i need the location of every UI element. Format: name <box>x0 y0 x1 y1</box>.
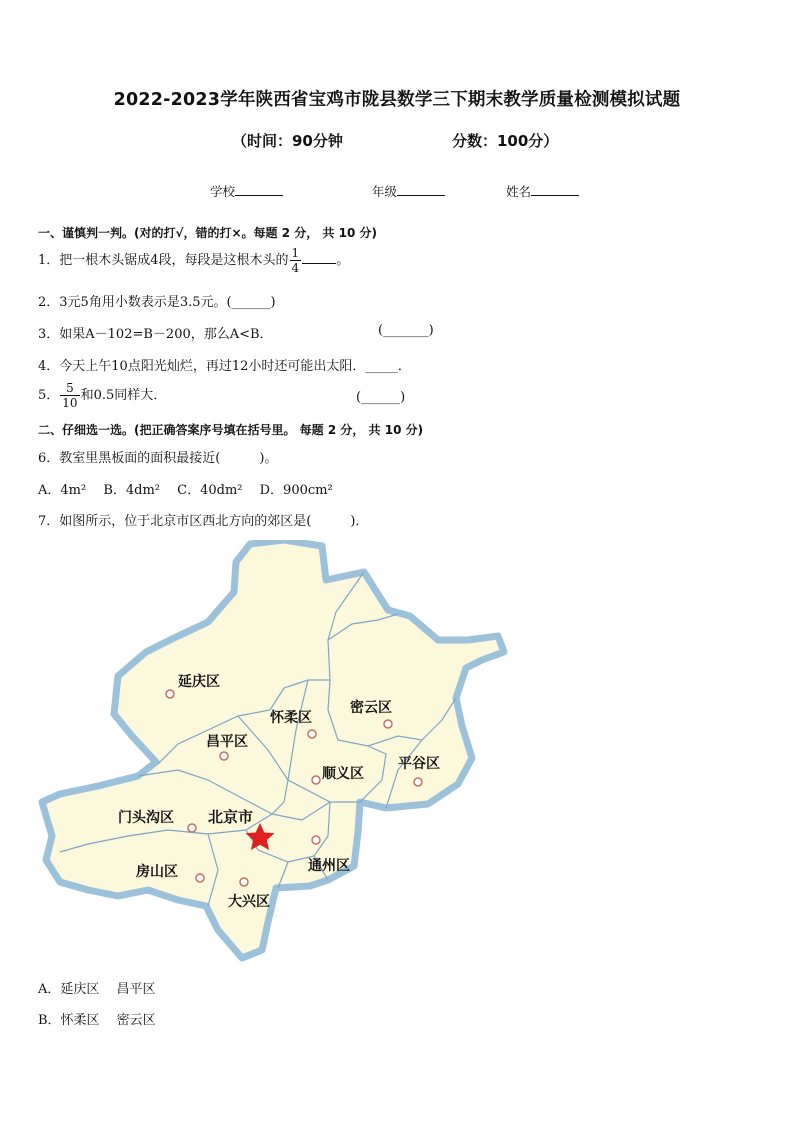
label-beijing: 北京市 <box>208 808 254 826</box>
label-daxing: 大兴区 <box>228 894 270 910</box>
district-dot <box>166 690 174 698</box>
district-dot <box>196 874 204 882</box>
beijing-district-map <box>38 540 518 965</box>
district-dot <box>384 720 392 728</box>
question-7: 7．如图所示，位于北京市区西北方向的郊区是( )． <box>38 514 369 529</box>
label-huairou: 怀柔区 <box>270 710 312 726</box>
question-3: 3．如果A－102=B－200，那么A<B． <box>38 327 273 342</box>
district-dot <box>308 730 316 738</box>
district-dot <box>220 752 228 760</box>
district-dot <box>414 778 422 786</box>
question-2: 2．3元5角用小数表示是3.5元。(______) <box>38 295 276 310</box>
label-fangshan: 房山区 <box>136 864 178 880</box>
grade-field: 年级 <box>372 182 445 200</box>
label-yanqing: 延庆区 <box>178 674 220 690</box>
score-info: 分数：100分） <box>452 132 559 150</box>
map-outline <box>42 540 504 958</box>
district-dot <box>240 878 248 886</box>
label-pinggu: 平谷区 <box>398 756 440 772</box>
district-dot <box>312 776 320 784</box>
page-title: 2022-2023学年陕西省宝鸡市陇县数学三下期末教学质量检测模拟试题 <box>113 90 681 110</box>
label-mentougou: 门头沟区 <box>118 810 174 826</box>
time-info: （时间：90分钟 <box>232 132 343 150</box>
question-5-answer-blank: (______) <box>356 390 406 405</box>
section-1-heading: 一、谨慎判一判。(对的打√，错的打×。每题 2 分， 共 10 分) <box>38 226 377 240</box>
option-a: A．延庆区 昌平区 <box>38 982 156 997</box>
map-regions <box>42 540 504 958</box>
fraction-5-10: $\frac{5}{10}$ <box>62 381 78 410</box>
label-shunyi: 顺义区 <box>322 766 364 782</box>
option-b: B．怀柔区 密云区 <box>38 1013 156 1028</box>
question-6-options: A．4m² B．4dm² C．40dm² D．900cm² <box>38 483 333 498</box>
label-changping: 昌平区 <box>206 734 248 750</box>
question-4: 4．今天上午10点阳光灿烂，再过12小时还可能出太阳．_____． <box>38 359 411 374</box>
question-6: 6．教室里黑板面的面积最接近( )。 <box>38 451 278 466</box>
school-field: 学校 <box>210 182 283 200</box>
label-tongzhou: 通州区 <box>308 858 350 874</box>
name-field: 姓名 <box>506 182 579 200</box>
question-3-answer-blank: (_______) <box>378 323 434 338</box>
question-1: 1．把一根木头锯成4段，每段是这根木头的 $\frac{1}{4}$ 。 <box>38 246 350 275</box>
district-dot <box>188 824 196 832</box>
fraction-1-4: $\frac{1}{4}$ <box>291 246 300 275</box>
section-2-heading: 二、仔细选一选。(把正确答案序号填在括号里。 每题 2 分， 共 10 分) <box>38 423 424 437</box>
question-5: 5． $\frac{5}{10}$ 和0.5同样大． <box>38 381 167 410</box>
district-dot <box>312 836 320 844</box>
label-miyun: 密云区 <box>350 700 392 716</box>
